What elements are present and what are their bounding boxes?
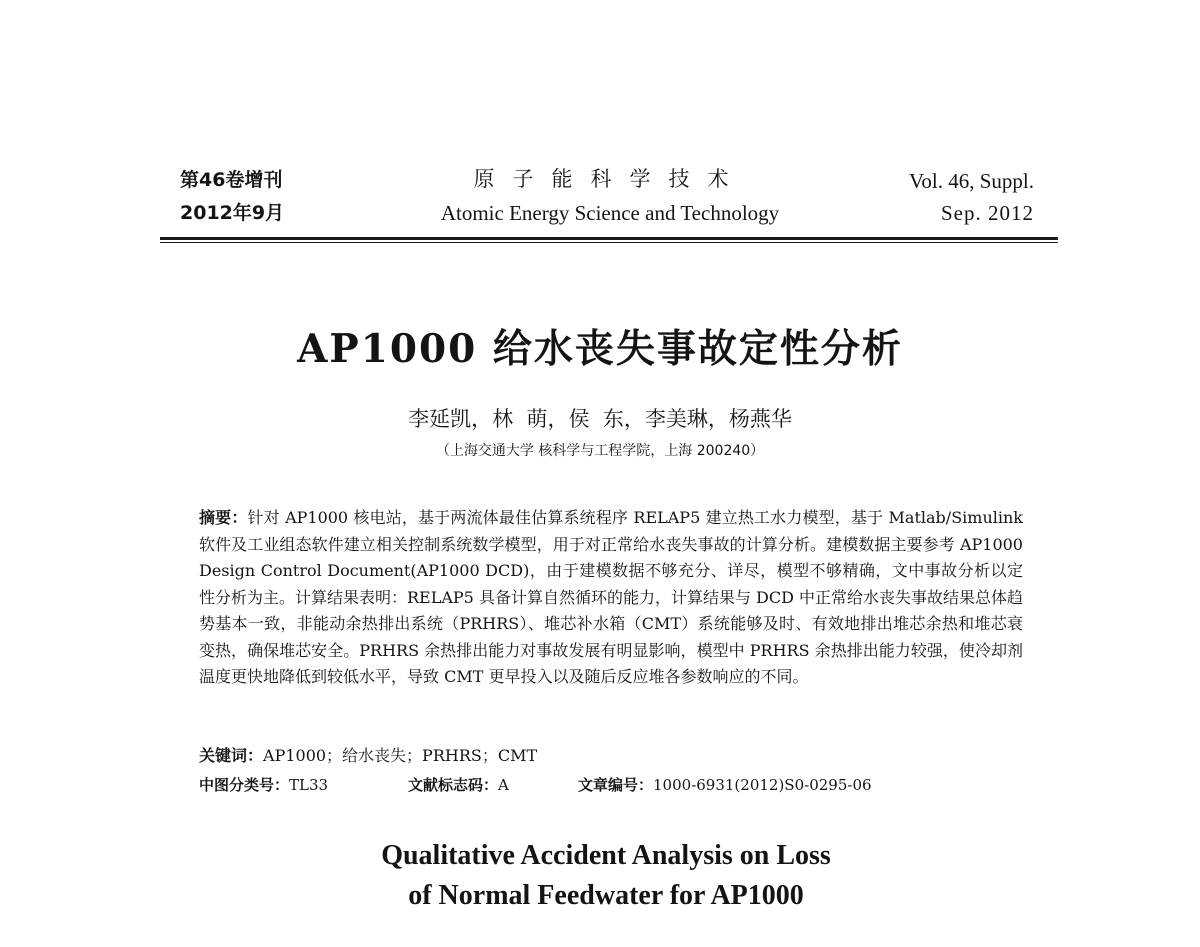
keywords-label: 关键词： <box>199 746 264 765</box>
document-code-label: 文献标志码： <box>408 776 499 794</box>
header-rule-thin <box>160 242 1058 243</box>
article-title: AP1000 给水丧失事故定性分析 <box>297 326 903 372</box>
journal-date-en: Sep. 2012 <box>941 201 1034 225</box>
english-title <box>0 836 1200 916</box>
article-number-label: 文章编号： <box>578 776 654 794</box>
clc-value: TL33 <box>289 776 329 794</box>
author-affiliation: （上海交通大学 核科学与工程学院，上海 200240） <box>435 443 765 459</box>
abstract-label: 摘要： <box>199 508 248 527</box>
journal-date-cn: 2012年9月 <box>180 202 285 224</box>
keywords <box>199 743 537 766</box>
english-title-line-1: Qualitative Accident Analysis on Loss <box>381 840 831 871</box>
english-title-line-2: of Normal Feedwater for AP1000 <box>408 880 804 911</box>
document-code <box>408 774 509 795</box>
journal-name-cn: 原子能科学技术 <box>473 167 747 191</box>
abstract-text: 针对 AP1000 核电站，基于两流体最佳估算系统程序 RELAP5 建立热工水力模型，基于 Matlab/Simulink 软件及工业组态软件建立相关控制系统数学模型，用于对正常给水丧失事故的计算分析。建模数据主要参考 AP1000 Design Control Document(AP1000 DCD)，由于建模数据不够充分、详尽，模型不够精确，文中事故分析以定性分析为主。计算结果表明：RELAP5 具备计算自然循环的能力，计算结果与 DCD 中正常给水丧失事故结果总体趋势基本一致，非能动余热排出系统（PRHRS）、堆芯补水箱（CMT）系统能够及时、有效地排出堆芯余热和堆芯衰变热，确保堆芯安全。PRHRS 余热排出能力对事故发展有明显影响，模型中 PRHRS 余热排出能力较强，使冷却剂温度更快地降低到较低水平，导致 CMT 更早投入以及随后反应堆各参数响应的不同。 <box>199 508 1024 686</box>
clc-label: 中图分类号： <box>199 776 290 794</box>
document-code-value: A <box>498 776 509 794</box>
journal-volume-cn: 第46卷增刊 <box>180 169 283 191</box>
journal-name-en: Atomic Energy Science and Technology <box>440 201 780 225</box>
article-number-value: 1000-6931(2012)S0-0295-06 <box>653 776 872 794</box>
article-number <box>578 774 872 795</box>
author-list: 李延凯，林 萌，侯 东，李美琳，杨燕华 <box>408 407 792 431</box>
header-rule-thick <box>160 237 1058 240</box>
abstract <box>199 505 1023 691</box>
journal-volume-en: Vol. 46, Suppl. <box>908 169 1034 193</box>
keywords-text: AP1000；给水丧失；PRHRS；CMT <box>263 746 538 765</box>
clc-number <box>199 774 328 795</box>
